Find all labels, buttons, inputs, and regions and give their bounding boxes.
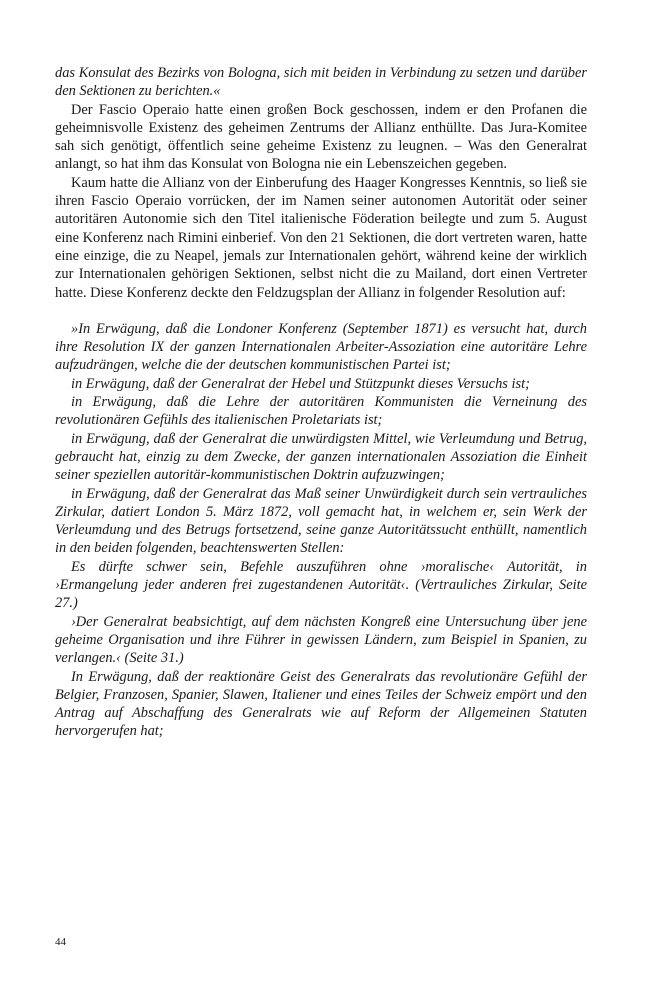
resolution-paragraph: in Erwägung, daß der Generalrat der Hebel und Stützpunkt dieses Versuchs ist; [71,375,530,392]
resolution-paragraph: »In Erwägung, daß die Londoner Konferenz (September 1871) es versucht hat, durch ihre Resolution IX der ganzen Internationalen Arbeiter-Assoziation eine autoritäre Lehre aufzudrängen, welche die der deutschen kommunistischen Partei ist; [55,320,587,374]
resolution-paragraph: in Erwägung, daß der Generalrat die unwürdigsten Mittel, wie Verleumdung und Betrug, gebraucht hat, einzig zu dem Zwecke, der ganzen internationalen Assoziation die Einheit seiner speziellen autoritär-kommunistischen Doktrin aufzuzwingen; [55,430,587,484]
resolution-paragraph: In Erwägung, daß der reaktionäre Geist des Generalrats das revolutionäre Gefühl der Belgier, Franzosen, Spanier, Slawen, Italiener und eines Teiles der Schweiz empört und den Antrag auf Abschaffung des Generalrats wie auf Reform der Allgemeinen Statuten hervorgerufen hat; [55,668,587,740]
resolution-paragraph: ›Der Generalrat beabsichtigt, auf dem nächsten Kongreß eine Untersuchung über jene geheime Organisation und ihre Führer in gewissen Ländern, zum Beispiel in Spanien, zu verlangen.‹ (Seite 31.) [55,613,587,667]
page-body [55,64,587,741]
body-paragraph: Kaum hatte die Allianz von der Einberufung des Haager Kongresses Kenntnis, so ließ sie ihren Fascio Operaio vorrücken, der im Namen seiner autonomen Autorität oder seiner autoritären Autonomie sich den Titel italienische Föderation beilegte und zum 5. August eine Konferenz nach Rimini einberief. Von den 21 Sektionen, die dort vertreten waren, hatte eine einzige, die zu Neapel, jemals zur Internationalen gehört, während keine der wirklich zur Internationalen gehörigen Sektionen, selbst nicht die zu Mailand, dort einen Vertreter hatte. Diese Konferenz deckte den Feldzugsplan der Allianz in folgender Resolution auf: [55,174,587,301]
resolution-paragraph: in Erwägung, daß der Generalrat das Maß seiner Unwürdigkeit durch sein vertrauliches Zirkular, datiert London 5. März 1872, voll gemacht hat, in welchem er, sein Werk der Verleumdung und des Betrugs fortsetzend, seine ganze Autoritätssucht enthüllt, namentlich in den beiden folgenden, beachtenswerten Stellen: [55,485,587,557]
quote-ending-paragraph: das Konsulat des Bezirks von Bologna, sich mit beiden in Verbindung zu setzen und darüber den Sektionen zu berichten.« [55,65,587,100]
paragraph-gap [55,302,587,320]
page-number: 44 [55,936,66,948]
resolution-paragraph: in Erwägung, daß die Lehre der autoritären Kommunisten die Verneinung des revolutionären Gefühls des italienischen Proletariats ist; [55,394,587,429]
body-paragraph: Der Fascio Operaio hatte einen großen Bock geschossen, indem er den Profanen die geheimnisvolle Existenz des geheimen Zentrums der Allianz enthüllte. Das Jura-Komitee sah sich genötigt, öffentlich seine geheime Existenz zu leugnen. – Was den Generalrat anlangt, so hat ihm das Konsulat von Bologna nie ein Lebenszeichen gegeben. [55,101,587,173]
resolution-paragraph: Es dürfte schwer sein, Befehle auszuführen ohne ›moralische‹ Autorität, in ›Ermangelung jeder anderen frei zugestandenen Autorität‹. (Vertrauliches Zirkular, Seite 27.) [55,558,587,612]
